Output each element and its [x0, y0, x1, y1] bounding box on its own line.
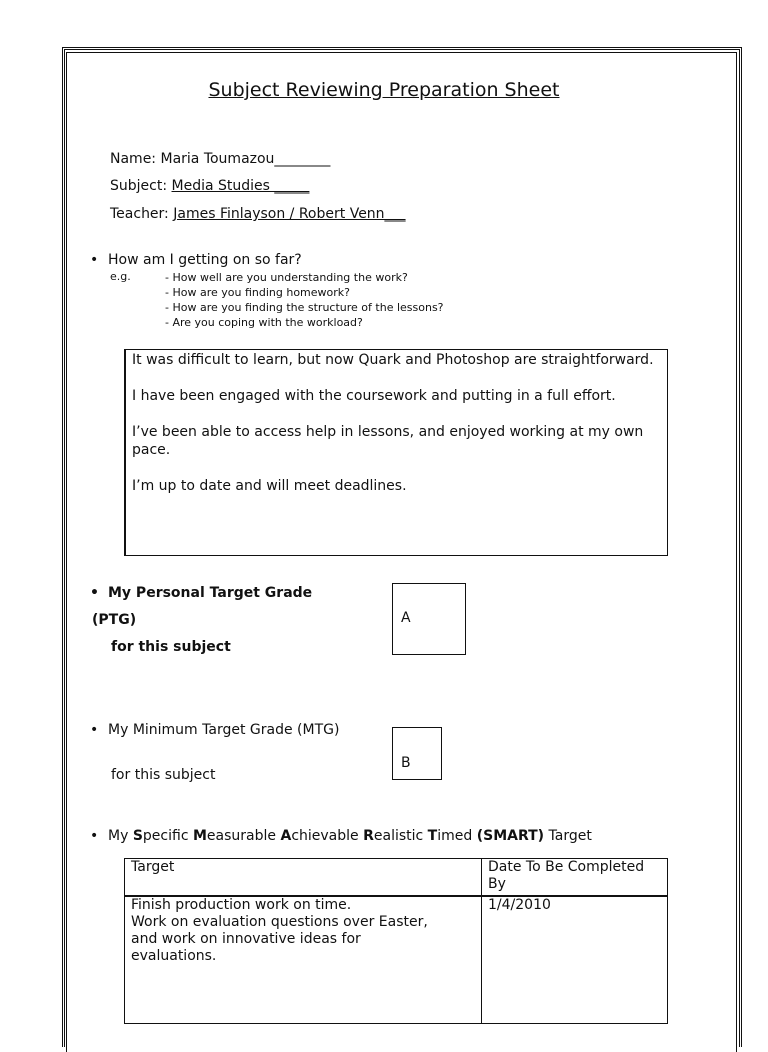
- progress-question-text: How am I getting on so far?: [108, 252, 302, 268]
- progress-question: [90, 252, 302, 268]
- subject-value: Media Studies _____: [171, 178, 310, 194]
- subject-field: [110, 178, 309, 194]
- page-title: Subject Reviewing Preparation Sheet: [208, 79, 560, 101]
- name-field: [110, 151, 330, 167]
- mtg-line1: My Minimum Target Grade (MTG): [108, 722, 340, 738]
- ptg-line3: for this subject: [111, 639, 231, 655]
- smart-r: R: [363, 828, 374, 844]
- bullet-icon: •: [90, 828, 99, 844]
- answer-paragraph: It was difficult to learn, but now Quark and Photoshop are straightforward.: [132, 352, 654, 368]
- teacher-field: [110, 206, 406, 222]
- teacher-label: Teacher:: [110, 206, 174, 222]
- subject-label: Subject:: [110, 178, 172, 194]
- mtg-grade: B: [401, 755, 411, 771]
- name-value: Maria Toumazou________: [160, 151, 331, 167]
- mtg-heading: [90, 722, 339, 738]
- date-cell: 1/4/2010: [482, 896, 668, 1024]
- answer-paragraph: I’ve been able to access help in lessons, and enjoyed working at my own pace.: [132, 424, 644, 458]
- bullet-icon: •: [90, 252, 99, 268]
- ptg-grade-box: [392, 583, 466, 655]
- target-line: and work on innovative ideas for: [131, 931, 361, 947]
- ptg-grade: A: [401, 610, 411, 626]
- eg-label: e.g.: [110, 270, 131, 283]
- bullet-icon: •: [90, 585, 99, 601]
- mtg-line2: for this subject: [111, 767, 216, 783]
- prompt-item: - How well are you understanding the work?: [165, 271, 408, 284]
- answer-paragraph: I have been engaged with the coursework and putting in a full effort.: [132, 388, 616, 404]
- smart-s-rest: pecific: [142, 828, 193, 844]
- smart-heading: [90, 828, 592, 844]
- smart-prefix: My: [108, 828, 133, 844]
- smart-t: T: [427, 828, 438, 844]
- ptg-line1: My Personal Target Grade: [108, 585, 313, 601]
- col-target-header: Target: [125, 859, 482, 897]
- table-header-row: [125, 859, 668, 897]
- smart-t-rest: imed: [437, 828, 477, 844]
- smart-target-table: [124, 858, 668, 1024]
- table-row: [125, 896, 668, 1024]
- smart-a: A: [280, 828, 292, 844]
- target-line: Finish production work on time.: [131, 897, 352, 913]
- prompt-item: - Are you coping with the workload?: [165, 316, 363, 329]
- progress-answer-box: [124, 349, 668, 556]
- name-label: Name:: [110, 151, 161, 167]
- prompt-item: - How are you finding the structure of the lessons?: [165, 301, 444, 314]
- target-line: Work on evaluation questions over Easter,: [131, 914, 428, 930]
- answer-paragraph: I’m up to date and will meet deadlines.: [132, 478, 407, 494]
- teacher-value: James Finlayson / Robert Venn___: [173, 206, 406, 222]
- ptg-line2: (PTG): [92, 612, 137, 628]
- bullet-icon: •: [90, 722, 99, 738]
- smart-s: S: [132, 828, 143, 844]
- smart-suffix: Target: [544, 828, 592, 844]
- mtg-grade-box: [392, 727, 442, 780]
- ptg-heading: [90, 585, 312, 601]
- col-date-header: Date To Be Completed By: [482, 859, 668, 897]
- smart-m-rest: easurable: [206, 828, 281, 844]
- prompt-item: - How are you finding homework?: [165, 286, 350, 299]
- smart-a-rest: chievable: [291, 828, 364, 844]
- smart-m: M: [192, 828, 207, 844]
- smart-r-rest: ealistic: [373, 828, 428, 844]
- smart-acronym: (SMART): [476, 828, 545, 844]
- target-cell: [125, 896, 482, 1024]
- prompt-list: [165, 270, 444, 330]
- target-line: evaluations.: [131, 948, 217, 964]
